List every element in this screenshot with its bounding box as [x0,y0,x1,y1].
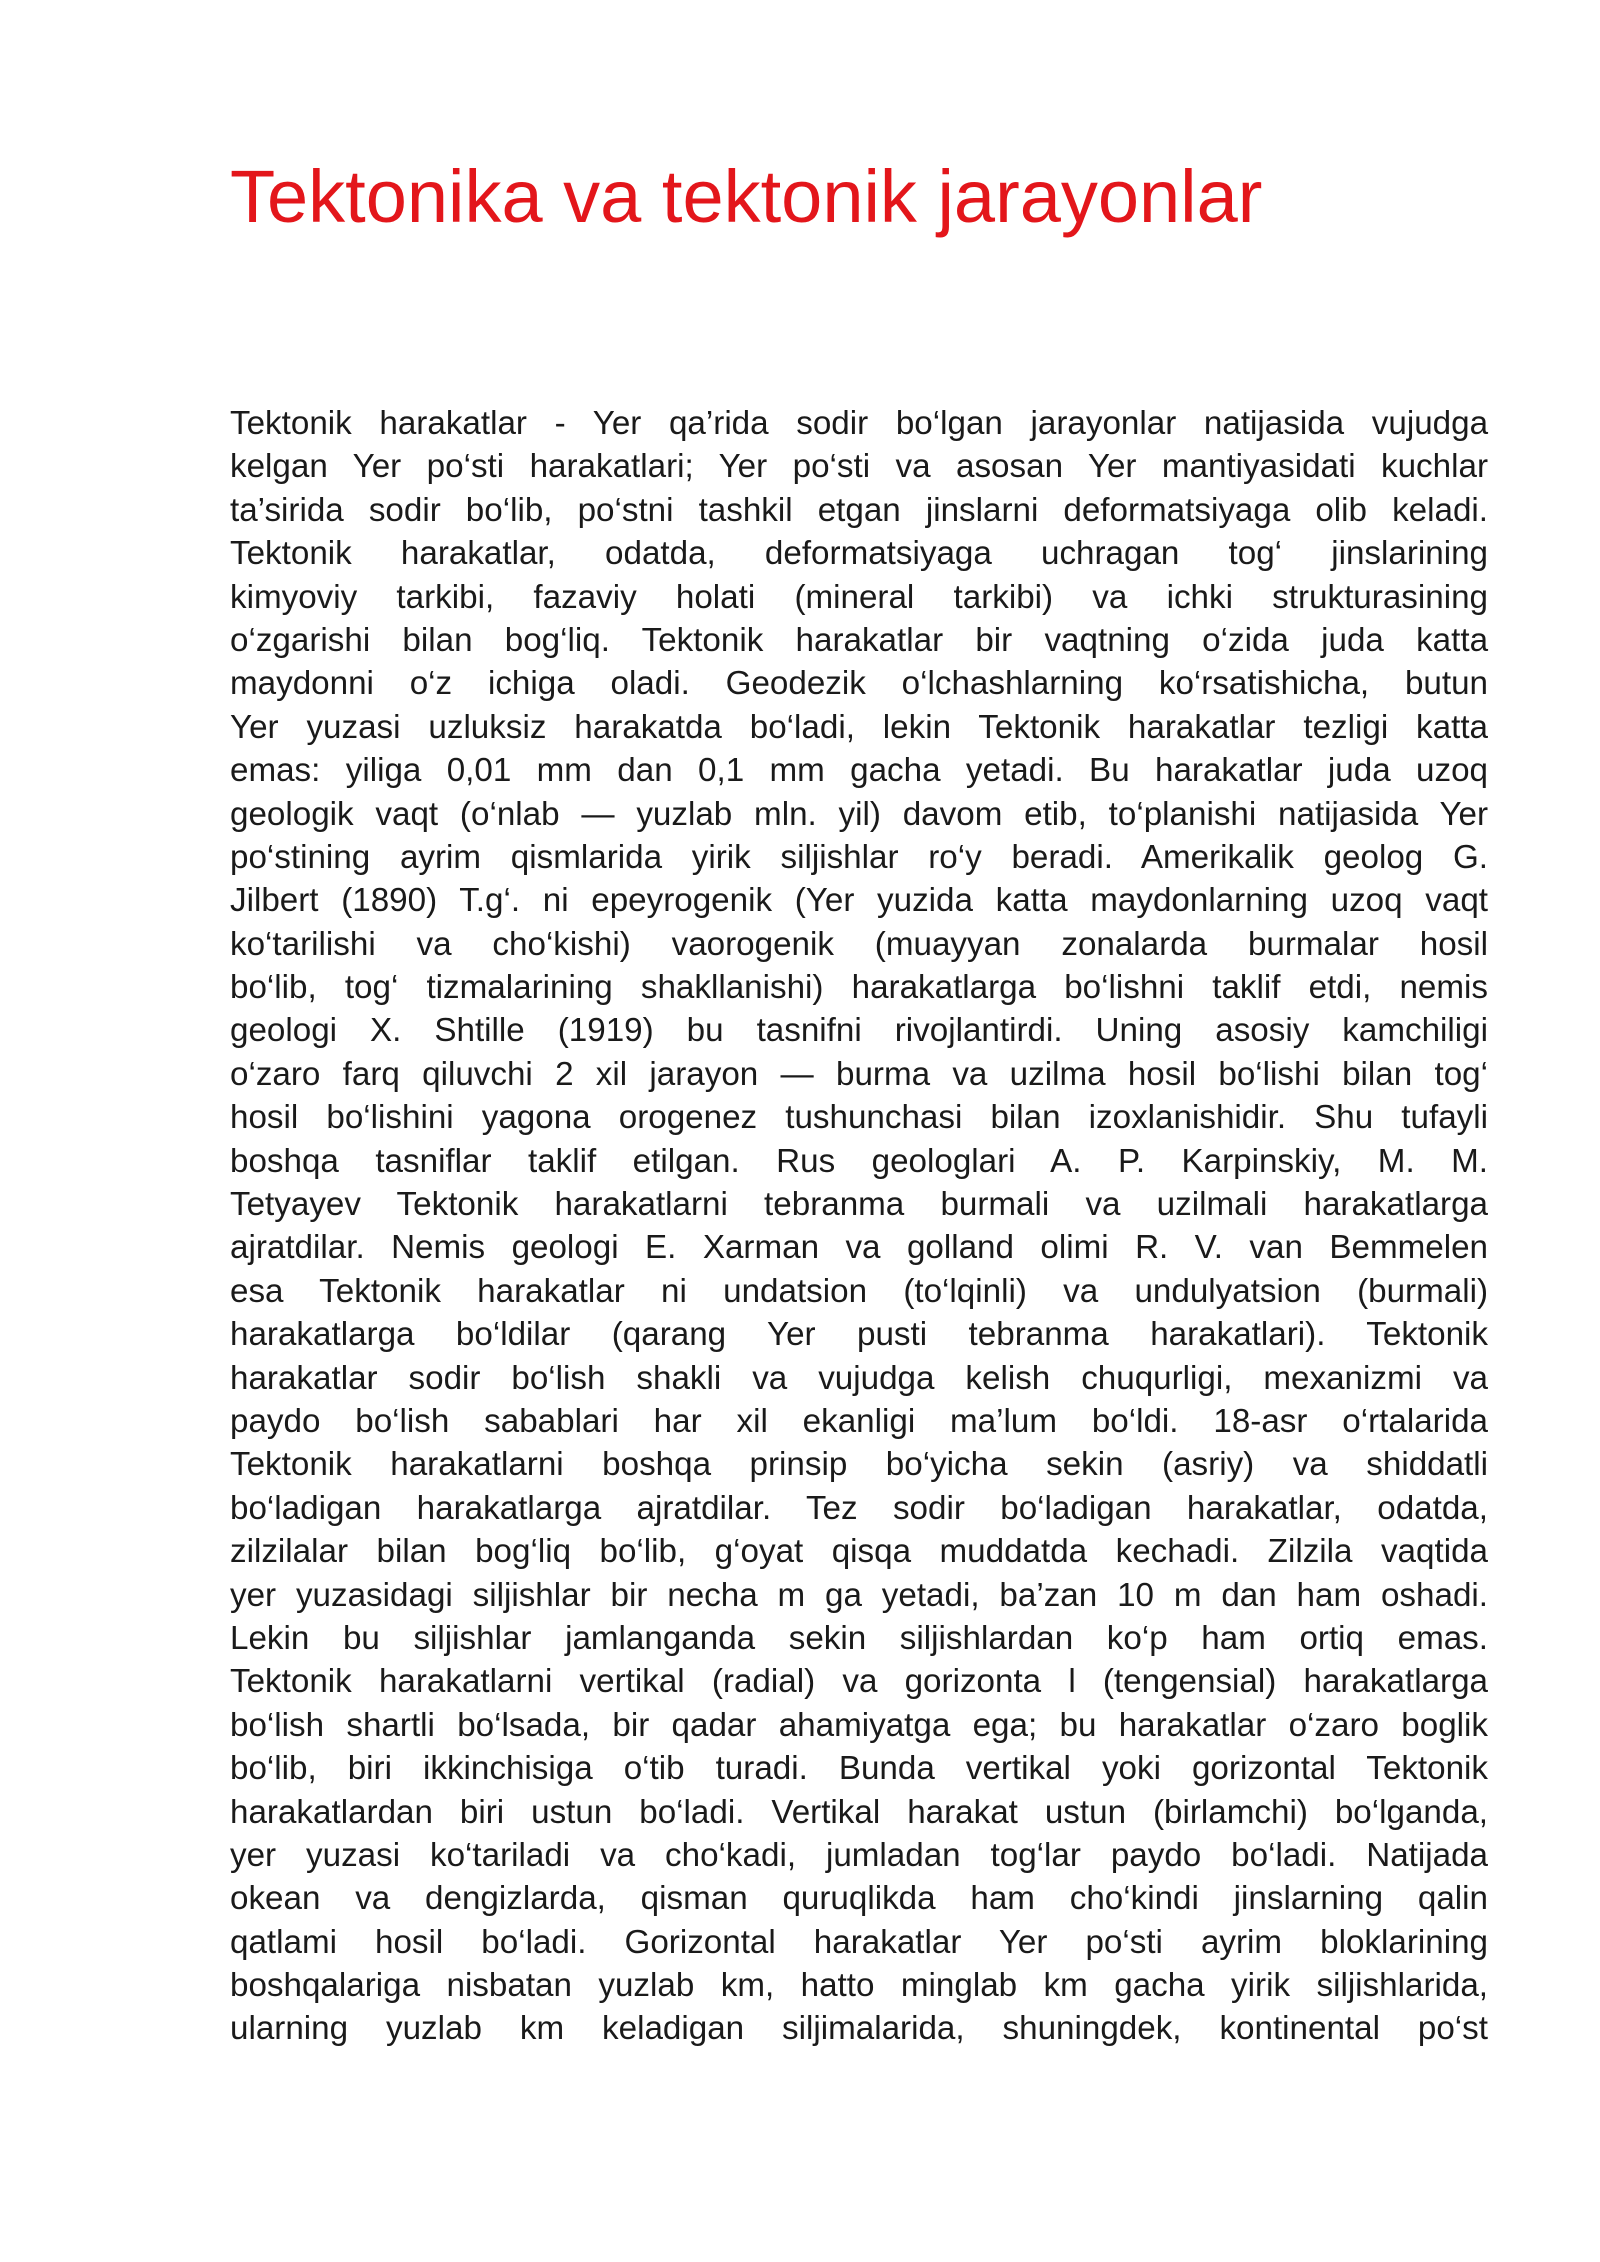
body-text-line: Tektonik harakatlar - Yer qa’rida sodir bo‘lgan jarayonlar natijasida vujudga [230,405,1489,442]
body-text-line: qatlami hosil bo‘ladi. Gorizontal harakatlar Yer po‘sti ayrim bloklarining [230,1923,1488,1961]
body-text-line: po‘stining ayrim qismlarida yirik siljishlar ro‘y beradi. Amerikalik geolog G. [230,838,1489,876]
body-text-line: Tektonik harakatlar, odatda, deformatsiyaga uchragan tog‘ jinslarining [230,535,1488,573]
body-text-line: hosil bo‘lishini yagona orogenez tushunchasi bilan izoxlanishidir. Shu tufayli [230,1099,1488,1137]
body-text-line: harakatlarga bo‘ldilar (qarang Yer pusti tebranma harakatlari). Tektonik [230,1316,1489,1354]
body-text-line: o‘zaro farq qiluvchi 2 xil jarayon — burma va uzilma hosil bo‘lishi bilan tog‘ [230,1055,1488,1093]
body-text-line: harakatlardan biri ustun bo‘ladi. Vertikal harakat ustun (birlamchi) bo‘lganda, [230,1793,1489,1831]
body-text-line: ta’sirida sodir bo‘lib, po‘stni tashkil etgan jinslarni deformatsiyaga olib keladi. [230,491,1489,529]
body-text-line: geologi X. Shtille (1919) bu tasnifni rivojlantirdi. Uning asosiy kamchiligi [230,1012,1489,1050]
body-text-line: ularning yuzlab km keladigan siljimalarida, shuningdek, kontinental po‘st [230,2010,1488,2048]
body-text-line: Tektonik harakatlarni vertikal (radial) va gorizonta l (tengensial) harakatlarga [230,1663,1489,1701]
body-text-line: Yer yuzasi uzluksiz harakatda bo‘ladi, lekin Tektonik harakatlar tezligi katta [230,708,1489,746]
body-text-line: harakatlar sodir bo‘lish shakli va vujudga kelish chuqurligi, mexanizmi va [230,1359,1488,1397]
body-text-line: maydonni o‘z ichiga oladi. Geodezik o‘lchashlarning ko‘rsatishicha, butun [230,665,1488,703]
body-text-line: bo‘ladigan harakatlarga ajratdilar. Tez sodir bo‘ladigan harakatlar, odatda, [230,1489,1488,1527]
body-text-line: esa Tektonik harakatlar ni undatsion (to‘lqinli) va undulyatsion (burmali) [230,1272,1488,1310]
body-text-line: emas: yiliga 0,01 mm dan 0,1 mm gacha yetadi. Bu harakatlar juda uzoq [230,752,1488,790]
body-text-line: boshqa tasniflar taklif etilgan. Rus geologlari A. P. Karpinskiy, M. M. [230,1142,1488,1180]
body-text-line: o‘zgarishi bilan bog‘liq. Tektonik harakatlar bir vaqtning o‘zida juda katta [230,621,1489,659]
body-text-line: kimyoviy tarkibi, fazaviy holati (mineral tarkibi) va ichki strukturasining [230,578,1488,616]
body-text-line: kelgan Yer po‘sti harakatlari; Yer po‘sti va asosan Yer mantiyasidati kuchlar [230,448,1488,486]
body-text-line: bo‘lib, tog‘ tizmalarining shakllanishi) harakatlarga bo‘lishni taklif etdi, nemis [230,969,1488,1007]
body-text-line: yer yuzasi ko‘tariladi va cho‘kadi, jumladan tog‘lar paydo bo‘ladi. Natijada [230,1836,1489,1874]
body-text-line: ko‘tarilishi va cho‘kishi) vaorogenik (muayyan zonalarda burmalar hosil [230,925,1488,963]
body-text-line: Tektonik harakatlarni boshqa prinsip bo‘yicha sekin (asriy) va shiddatli [230,1446,1489,1484]
body-text-line: bo‘lib, biri ikkinchisiga o‘tib turadi. Bunda vertikal yoki gorizontal Tektonik [230,1750,1489,1788]
body-text-line: ajratdilar. Nemis geologi E. Xarman va golland olimi R. V. van Bemmelen [230,1229,1488,1267]
body-text-line: Jilbert (1890) T.g‘. ni epeyrogenik (Yer yuzida katta maydonlarning uzoq vaqt [230,882,1488,920]
body-text-line: Lekin bu siljishlar jamlanganda sekin siljishlardan ko‘p ham ortiq emas. [230,1619,1488,1657]
body-text-line: boshqalariga nisbatan yuzlab km, hatto minglab km gacha yirik siljishlarida, [230,1967,1489,2005]
body-text-line: yer yuzasidagi siljishlar bir necha m ga yetadi, ba’zan 10 m dan ham oshadi. [230,1576,1488,1614]
body-text-line: paydo bo‘lish sabablari har xil ekanligi ma’lum bo‘ldi. 18-asr o‘rtalarida [230,1402,1488,1440]
body-text-line: Tetyayev Tektonik harakatlarni tebranma burmali va uzilmali harakatlarga [230,1186,1488,1224]
body-text-line: bo‘lish shartli bo‘lsada, bir qadar ahamiyatga ega; bu harakatlar o‘zaro boglik [230,1706,1488,1744]
body-text-line: geologik vaqt (o‘nlab — yuzlab mln. yil) davom etib, to‘planishi natijasida Yer [230,795,1489,833]
body-text-line: okean va dengizlarda, qisman quruqlikda ham cho‘kindi jinslarning qalin [230,1880,1488,1918]
page-title: Tektonika va tektonik jarayonlar [230,155,1263,238]
body-text-line: zilzilalar bilan bog‘liq bo‘lib, g‘oyat qisqa muddatda kechadi. Zilzila vaqtida [230,1533,1488,1571]
body-text [230,402,1488,2051]
